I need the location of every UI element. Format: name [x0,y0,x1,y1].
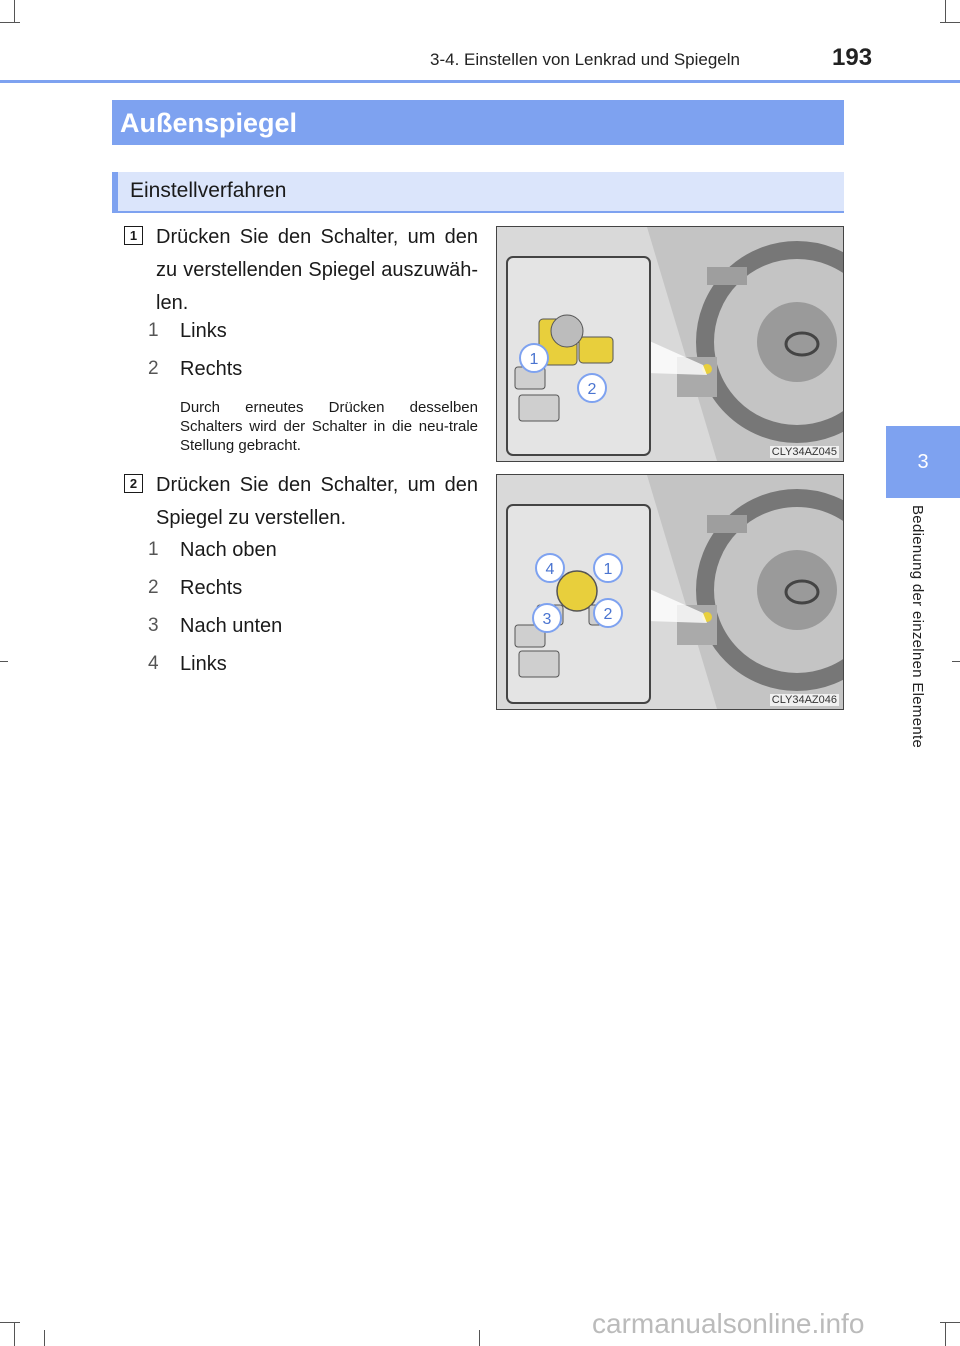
item-label: Nach unten [180,615,283,637]
crop-mark [0,661,8,662]
item-number: 1 [148,320,159,341]
crop-mark [945,1322,946,1346]
step-number: 1 [124,226,143,245]
step-text: Drücken Sie den Schalter, um den Spiegel zu verstellen. [156,474,478,529]
header-rule [0,80,960,83]
item-label: Rechts [180,358,243,380]
section-title: Außenspiegel [120,108,298,138]
figure-code: CLY34AZ045 [771,446,837,458]
callout: 1 [529,351,539,368]
item-label: Nach oben [180,539,277,561]
item-number: 2 [148,358,159,379]
callout: 3 [542,611,552,628]
item-label: Rechts [180,577,243,599]
item-label: Links [180,653,227,675]
crop-mark [945,0,946,22]
item-number: 3 [148,615,159,636]
crop-mark [44,1330,45,1346]
figure-code: CLY34AZ046 [771,694,837,706]
chapter-label: Bedienung der einzelnen Elemente [909,505,926,749]
running-header: 3-4. Einstellen von Lenkrad und Spiegeln [430,50,740,69]
item-label: Links [180,320,227,342]
crop-mark [14,0,15,22]
item-number: 4 [148,653,159,674]
subsection-title: Einstellverfahren [130,179,287,202]
illustration-svg [497,475,843,709]
crop-mark [940,1322,960,1323]
mirror-adjust-illustration [496,474,844,710]
watermark: carmanualsonline.info [592,1308,865,1339]
item-number: 1 [148,539,159,560]
subsection-accent [112,172,118,213]
step-number: 2 [124,474,143,493]
callout: 1 [603,561,613,578]
crop-mark [952,661,960,662]
crop-mark [940,22,960,23]
crop-mark [14,1322,15,1346]
callout: 2 [587,381,597,398]
note-text: Durch erneutes Drücken desselben Schalters wird der Schalter in die neu-trale Stellung gebracht. [180,399,478,454]
crop-mark [0,22,20,23]
crop-mark [0,1322,20,1323]
crop-mark [479,1330,480,1346]
page-number: 193 [832,44,873,71]
mirror-selector-illustration [496,226,844,462]
section-heading [112,100,844,145]
chapter-tab[interactable]: 3 [886,426,960,498]
callout: 4 [545,561,555,578]
illustration-svg [497,227,843,461]
callout: 2 [603,606,613,623]
subsection-heading [112,172,844,213]
step-text: Drücken Sie den Schalter, um den zu verstellenden Spiegel auszuwäh-len. [156,226,478,314]
item-number: 2 [148,577,159,598]
